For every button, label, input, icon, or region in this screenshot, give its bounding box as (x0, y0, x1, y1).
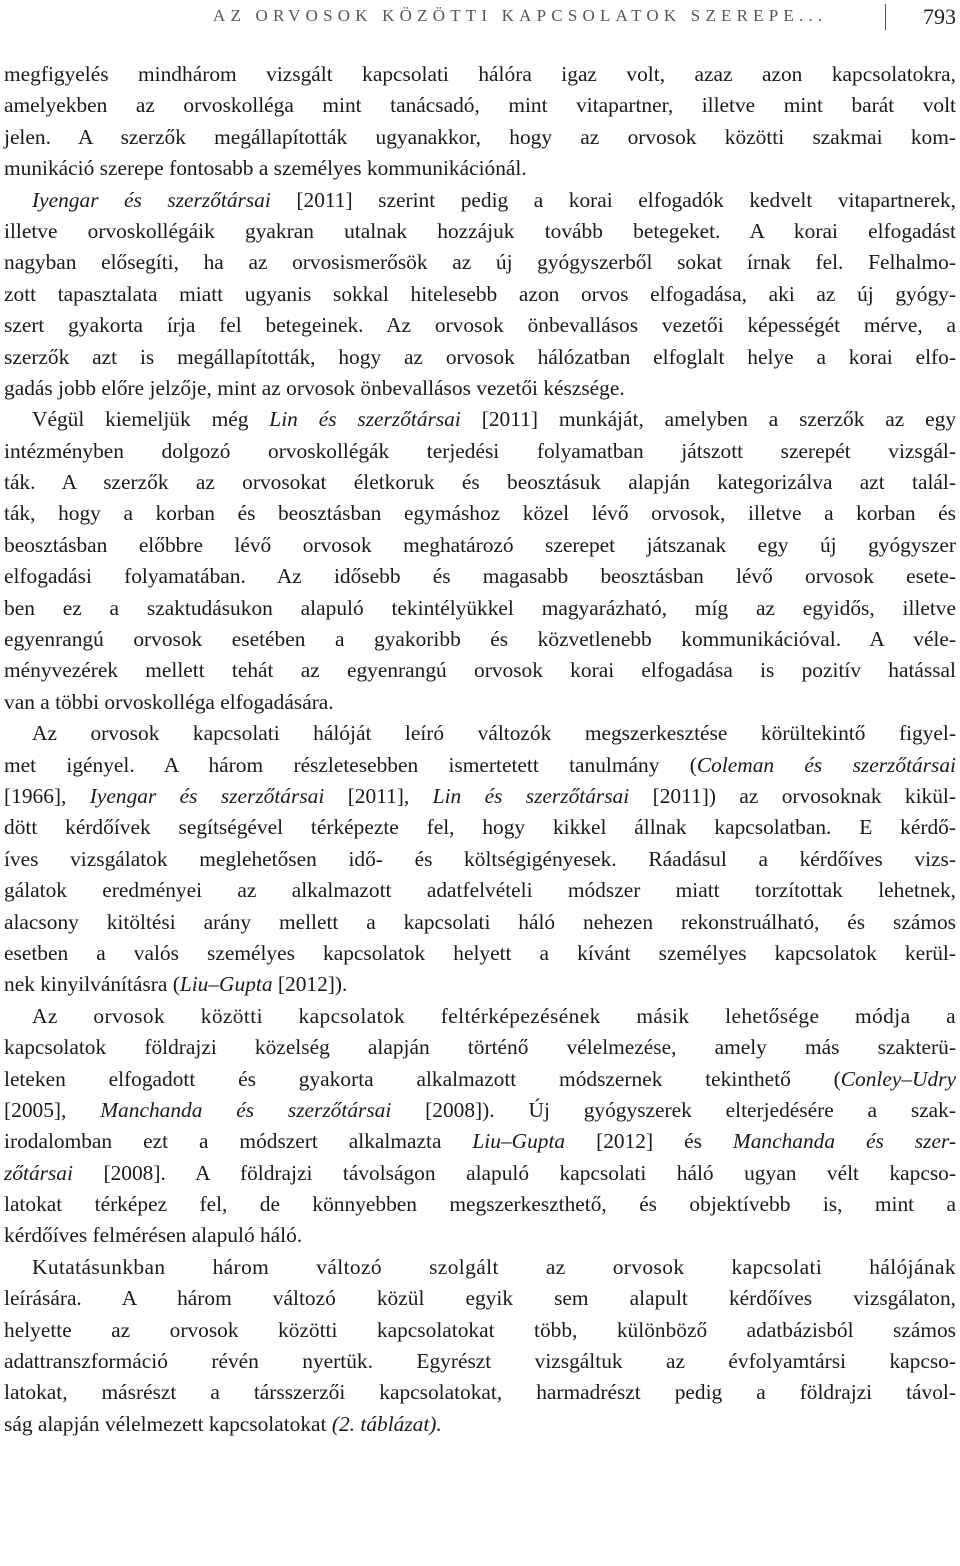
text-line: met igényel. A három részletesebben ismertetett tanulmány (Coleman és szerzőtársai (4, 752, 956, 777)
text-line: szerzők azt is megállapították, hogy az orvosok hálózatban elfoglalt helye a korai elfo- (4, 344, 956, 369)
citation-author: Iyengar és szerzőtársai (89, 783, 325, 808)
text-line: szert gyakorta írja fel betegeinek. Az orvosok önbevallásos vezetői képességét mérve, a (4, 313, 956, 338)
text-line: Végül kiemeljük még Lin és szerzőtársai [2011] munkáját, amelyben a szerzők az egy (32, 407, 957, 432)
text-line: nek kinyilvánításra (Liu–Gupta [2012]). (4, 972, 348, 997)
text-line: kapcsolatok földrajzi közelség alapján történő vélelmezése, amely más szakterü- (4, 1035, 956, 1060)
text-line: irodalomban ezt a módszert alkalmazta Liu–Gupta [2012] és Manchanda és szer- (4, 1129, 956, 1154)
text-line: gadás jobb előre jelzője, mint az orvosok önbevallásos vezetői készsége. (4, 375, 625, 400)
body-text (4, 59, 956, 1440)
text-line: elfogadási folyamatában. Az idősebb és magasabb beosztásban lévő orvosok esete- (4, 564, 956, 589)
text-line: kérdőíves felmérésen alapuló háló. (4, 1223, 303, 1248)
text-line: leírására. A három változó közül egyik sem alapult kérdőíves vizsgálaton, (4, 1286, 956, 1311)
citation-author: Conley–Udry (840, 1066, 956, 1091)
citation-year: [2005], (4, 1097, 67, 1122)
citation-year: [2011] (481, 407, 538, 432)
text-line: leteken elfogadott és gyakorta alkalmazott módszernek tekinthető (Conley–Udry (4, 1066, 956, 1091)
text-line: ményvezérek mellett tehát az egyenrangú orvosok korai elfogadása is pozitív hatással (4, 658, 956, 683)
text-line: íves vizsgálatok meglehetősen idő- és költségigényesek. Ráadásul a kérdőíves vizs- (4, 846, 956, 871)
text-line: Az orvosok kapcsolati hálóját leíró változók megszerkesztése körültekintő figyel- (32, 721, 956, 746)
running-header (0, 4, 960, 28)
text-line: esetben a valós személyes kapcsolatok helyett a kívánt személyes kapcsolatok kerül- (4, 940, 956, 965)
text-line: nagyban elősegíti, ha az orvosismerősök az új gyógyszerből sokat írnak fel. Felhalmo- (4, 250, 956, 275)
citation-author: Lin és szerzőtársai (432, 783, 630, 808)
citation-author: zőtársai (4, 1160, 73, 1185)
text-line: latokat, másrészt a társszerzői kapcsolatokat, harmadrészt pedig a földrajzi távol- (4, 1380, 956, 1405)
citation-author: Manchanda és szerzőtársai (100, 1097, 392, 1122)
text-line: beosztásban előbbre lévő orvosok meghatározó szerepet játszanak egy új gyógyszer (4, 532, 956, 557)
text-line: munikáció szerepe fontosabb a személyes kommunikációnál. (4, 156, 527, 181)
running-title: AZ ORVOSOK KÖZÖTTI KAPCSOLATOK SZEREPE... (213, 6, 828, 25)
table-reference: (2. táblázat). (331, 1411, 442, 1436)
citation-author: Lin és szerzőtársai (269, 407, 461, 432)
citation-year: [2008]). (425, 1097, 495, 1122)
text-line: adattranszformáció révén nyertük. Egyrészt vizsgáltuk az évfolyamtársi kapcso- (4, 1349, 956, 1374)
citation-year: [1966], (4, 783, 67, 808)
citation-author: Coleman és szerzőtársai (696, 752, 956, 777)
citation-author: Liu–Gupta (179, 972, 273, 997)
text-line: zott tapasztalata miatt ugyanis sokkal hitelesebb azon orvos elfogadása, aki az új gyógy- (4, 281, 956, 306)
text-line: latokat térképez fel, de könnyebben megszerkeszthető, és objektívebb is, mint a (4, 1192, 956, 1217)
text-line: egyenrangú orvosok esetében a gyakoribb és közvetlenebb kommunikációval. A véle- (4, 627, 956, 652)
text-line: ben ez a szaktudásukon alapuló tekintélyükkel magyarázható, míg az egyidős, illetve (4, 595, 956, 620)
text-line: ták. A szerzők az orvosokat életkoruk és beosztásuk alapján kategorizálva azt talál- (4, 470, 956, 495)
citation-year: [2011]) (652, 783, 716, 808)
text-line: intézményben dolgozó orvoskollégák terjedési folyamatban játszott szerepét vizsgál- (4, 438, 956, 463)
text-line: van a többi orvoskolléga elfogadására. (4, 689, 334, 714)
text-line: Iyengar és szerzőtársai [2011] szerint pedig a korai elfogadók kedvelt vitapartnerek, (32, 187, 957, 212)
text-line: megfigyelés mindhárom vizsgált kapcsolati hálóra igaz volt, azaz azon kapcsolatokra, (4, 62, 956, 86)
text-line: helyette az orvosok közötti kapcsolatokat több, különböző adatbázisból számos (4, 1317, 956, 1342)
header-divider (885, 4, 886, 30)
text-line: [2005], Manchanda és szerzőtársai [2008]). Új gyógyszerek elterjedésére a szak- (4, 1097, 956, 1122)
text-line: [1966], Iyengar és szerzőtársai [2011], Lin és szerzőtársai [2011]) az orvosoknak kikül- (4, 783, 956, 808)
text-line: alacsony kitöltési arány mellett a kapcsolati háló nehezen rekonstruálható, és számos (4, 909, 956, 934)
text-line: amelyekben az orvoskolléga mint tanácsadó, mint vitapartner, illetve mint barát volt (4, 93, 956, 118)
text-line: gálatok eredményei az alkalmazott adatfelvételi módszer miatt torzítottak lehetnek, (4, 878, 956, 903)
page-number: 793 (923, 4, 956, 29)
citation-author: Iyengar és szerzőtársai (32, 187, 271, 212)
text-line: Kutatásunkban három változó szolgált az orvosok kapcsolati hálójának (32, 1254, 956, 1279)
text-line: dött kérdőívek segítségével térképezte fel, hogy kikkel állnak kapcsolatban. E kérdő- (4, 815, 956, 840)
text-line: ság alapján vélelmezett kapcsolatokat (2. táblázat). (4, 1411, 442, 1436)
citation-author: Manchanda és szer- (732, 1129, 956, 1154)
text-line: illetve orvoskollégáik gyakran utalnak hozzájuk tovább betegeket. A korai elfogadást (4, 218, 956, 243)
citation-year: [2012]). (277, 972, 348, 997)
text-line: zőtársai [2008]. A földrajzi távolságon alapuló kapcsolati háló ugyan vélt kapcso- (4, 1160, 956, 1185)
text-line: ták, hogy a korban és beosztásban egymáshoz közel lévő orvosok, illetve a korban és (4, 501, 956, 526)
citation-year: [2011] (296, 187, 353, 212)
citation-year: [2011], (347, 783, 410, 808)
citation-author: Liu–Gupta (472, 1129, 566, 1154)
text-line: Az orvosok közötti kapcsolatok feltérképezésének másik lehetősége módja a (32, 1003, 956, 1028)
citation-year: [2012] és (596, 1129, 702, 1154)
text-line: jelen. A szerzők megállapították ugyanakkor, hogy az orvosok közötti szakmai kom- (4, 124, 956, 149)
